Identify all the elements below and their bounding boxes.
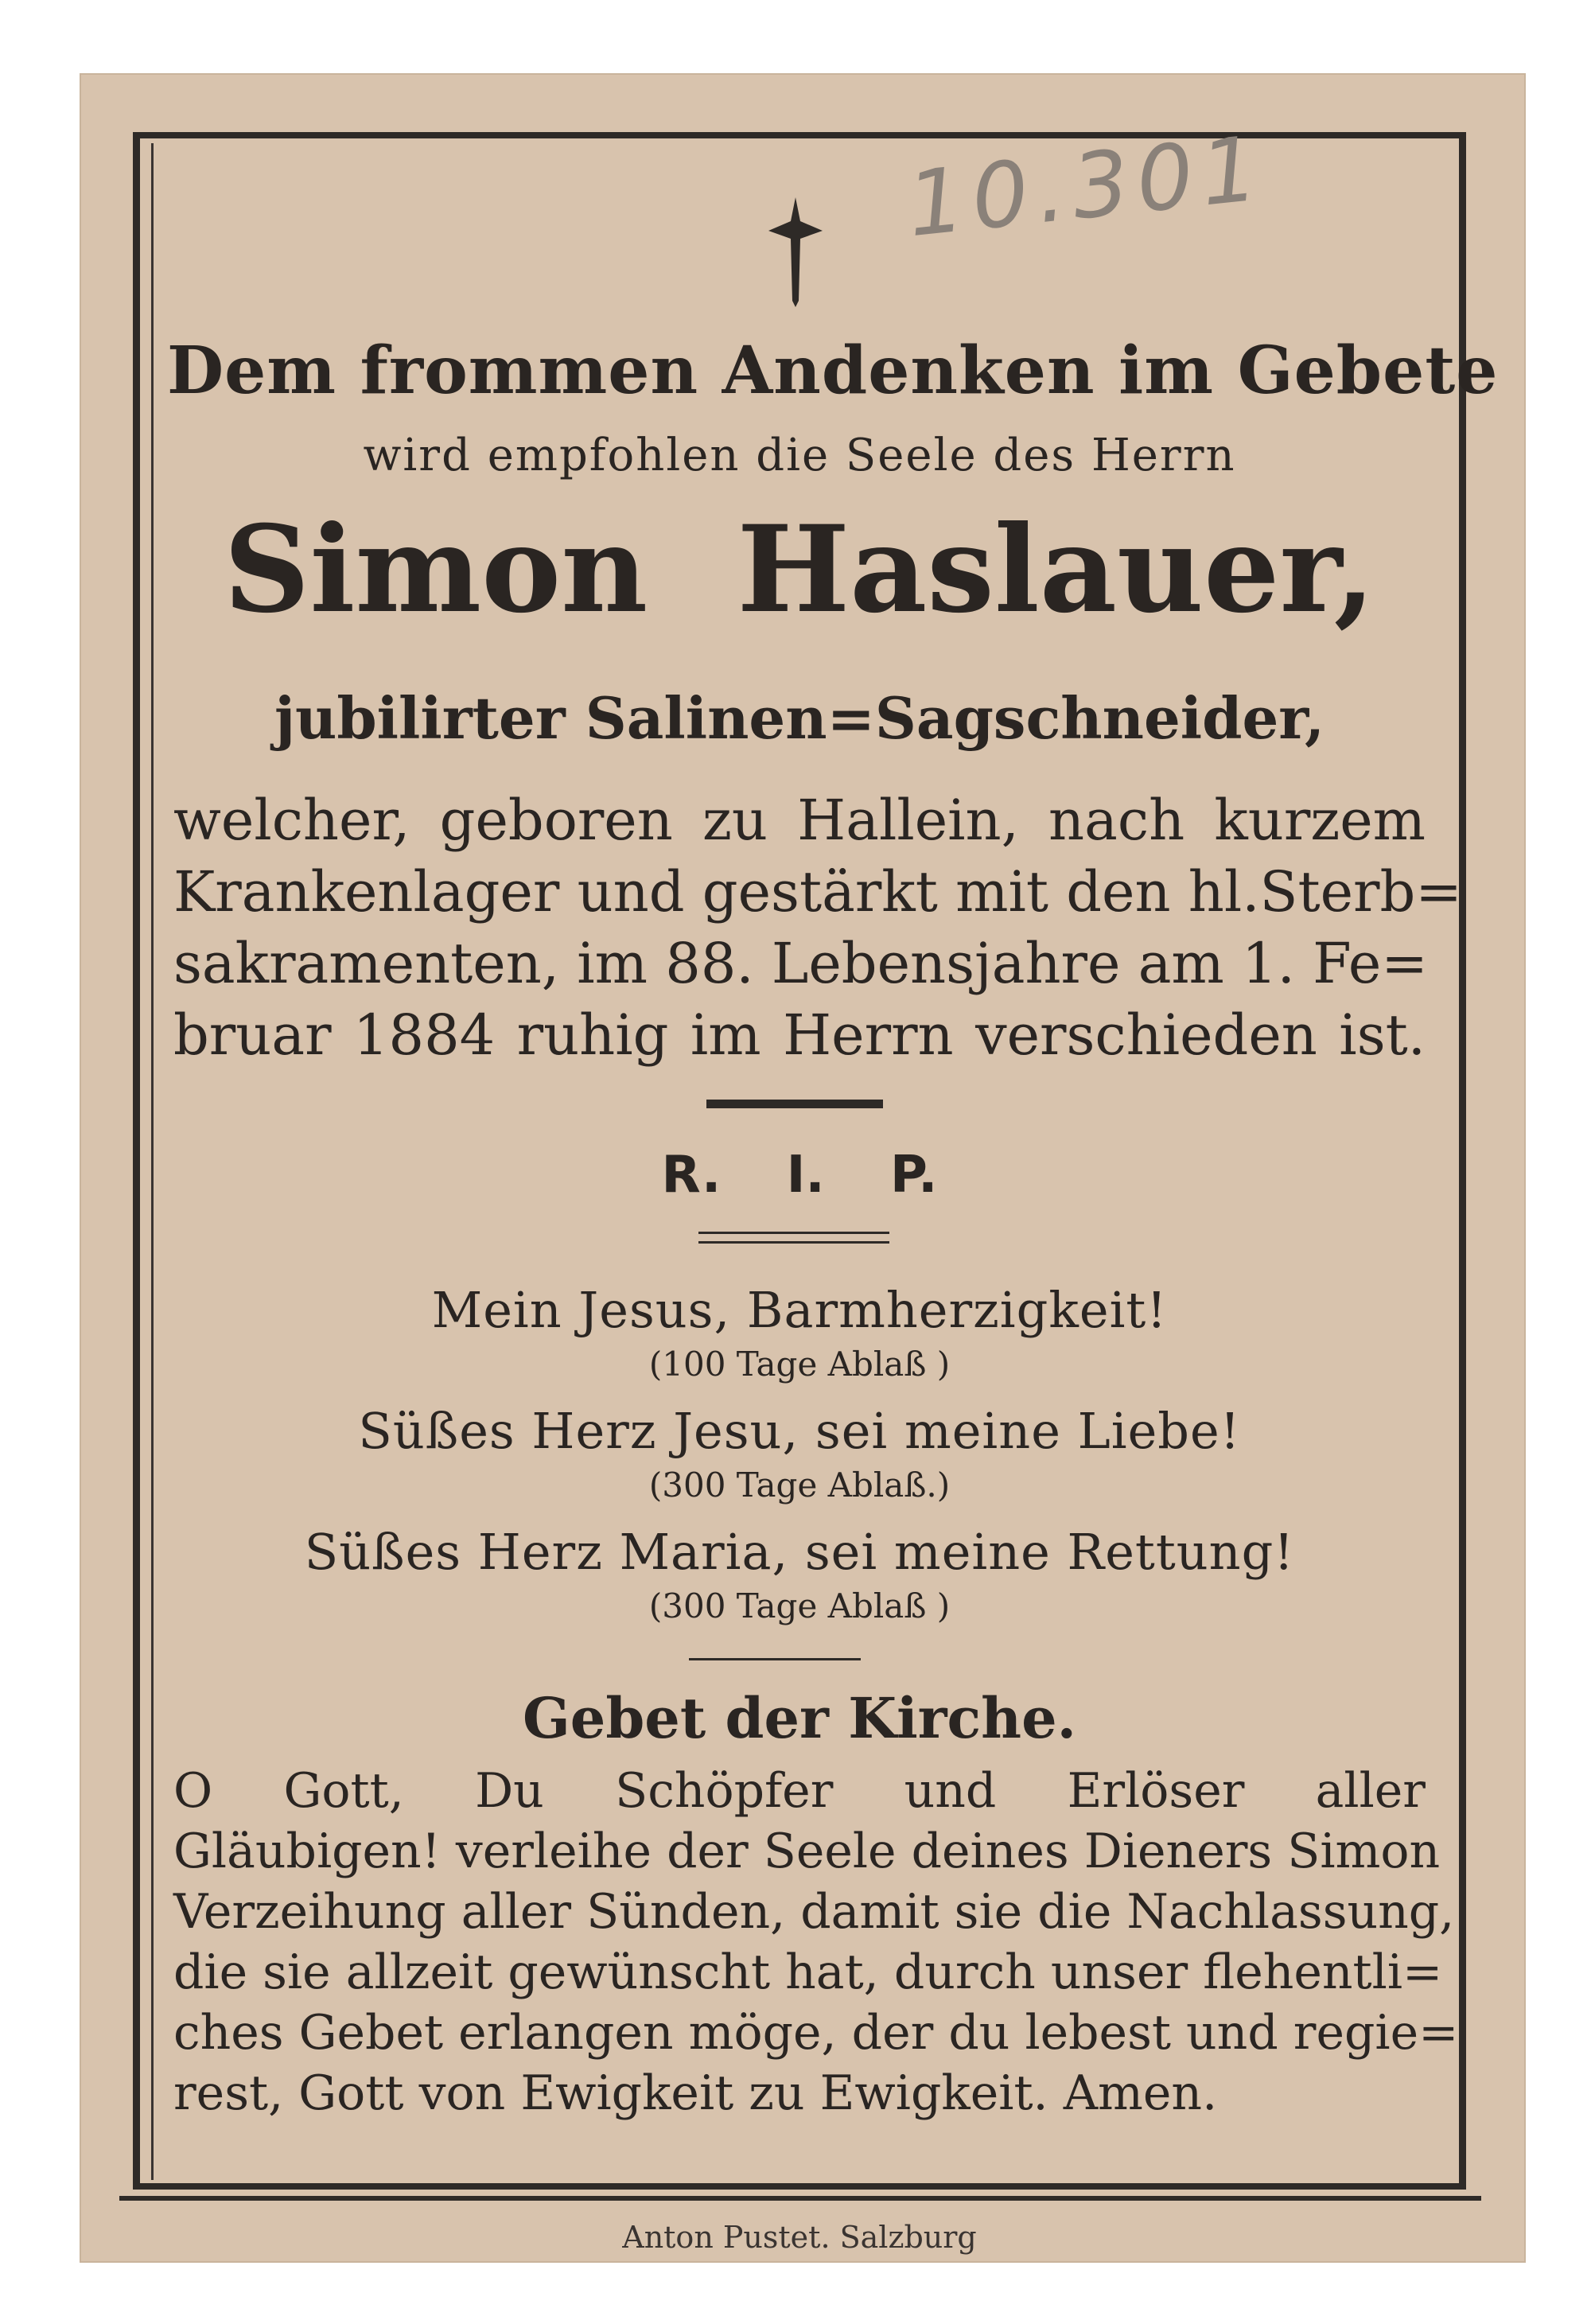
church-prayer-line: ches Gebet erlangen möge, der du lebest und regie= xyxy=(173,2005,1459,2061)
deceased-name: Simon Haslauer, xyxy=(224,500,1375,640)
prayer-line: Süßes Herz Maria, sei meine Rettung! xyxy=(304,1523,1295,1581)
divider-thin xyxy=(689,1658,861,1660)
divider-thick xyxy=(706,1100,883,1108)
church-prayer-line: Verzeihung aller Sünden, damit sie die Nachlassung, xyxy=(173,1884,1455,1940)
church-prayer-line: die sie allzeit gewünscht hat, durch unser flehentli= xyxy=(173,1944,1443,2000)
subheading: wird empfohlen die Seele des Herrn xyxy=(363,430,1236,481)
prayer-line: Süßes Herz Jesu, sei meine Liebe! xyxy=(358,1402,1241,1460)
indulgence-note: (300 Tage Ablaß.) xyxy=(648,1466,951,1505)
archive-number: 10.301 xyxy=(902,116,1271,258)
prayer-line: Mein Jesus, Barmherzigkeit! xyxy=(431,1281,1168,1339)
church-prayer-line: Gläubigen! verleihe der Seele deines Dieners Simon xyxy=(173,1824,1441,1879)
indulgence-note: (100 Tage Ablaß ) xyxy=(648,1345,951,1384)
body-line: welcher, geboren zu Hallein, nach kurzem xyxy=(173,788,1426,853)
border-bottom-rule xyxy=(119,2196,1481,2201)
border-inner-line xyxy=(151,143,154,2180)
cross-icon xyxy=(764,197,827,309)
printer-imprint: Anton Pustet. Salzburg xyxy=(622,2220,977,2255)
church-prayer-line: O Gott, Du Schöpfer und Erlöser aller xyxy=(173,1763,1426,1819)
occupation: jubilirter Salinen=Sagschneider, xyxy=(274,684,1325,752)
church-prayer-title: Gebet der Kirche. xyxy=(523,1685,1076,1751)
indulgence-note: (300 Tage Ablaß ) xyxy=(648,1586,951,1625)
body-line: sakramenten, im 88. Lebensjahre am 1. Fe= xyxy=(173,931,1428,996)
rip-text: R. I. P. xyxy=(661,1146,938,1205)
heading: Dem frommen Andenken im Gebete xyxy=(167,333,1499,409)
church-prayer-line: rest, Gott von Ewigkeit zu Ewigkeit. Amen. xyxy=(173,2065,1218,2121)
divider-double-bottom xyxy=(698,1241,889,1244)
body-line: bruar 1884 ruhig im Herrn verschieden ist. xyxy=(173,1002,1426,1068)
divider-double-top xyxy=(698,1232,889,1234)
body-line: Krankenlager und gestärkt mit den hl.Sterb= xyxy=(173,859,1462,925)
